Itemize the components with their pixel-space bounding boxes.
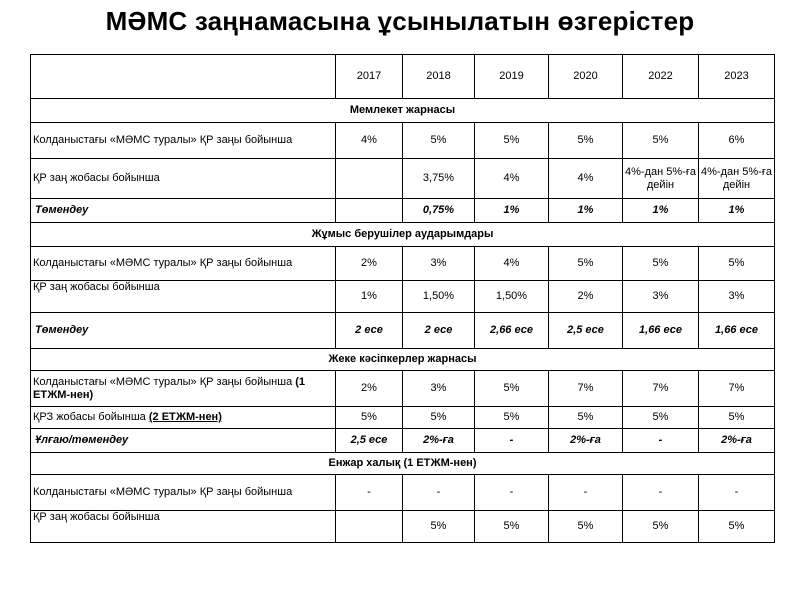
table-cell: 1% (699, 199, 775, 223)
row-label: Төмендеу (31, 313, 336, 349)
table-cell: 5% (623, 511, 699, 543)
row-label: ҚР заң жобасы бойынша (31, 511, 336, 543)
header-row (31, 55, 775, 99)
table-row (31, 247, 775, 281)
row-label: Колданыстағы «МӘМС туралы» ҚР заңы бойынша (31, 247, 336, 281)
row-label: Төмендеу (31, 199, 336, 223)
row-label: Колданыстағы «МӘМС туралы» ҚР заңы бойынша (31, 475, 336, 511)
section-header (31, 349, 775, 371)
table-cell: 7% (623, 371, 699, 407)
table-cell: 2% (336, 247, 403, 281)
table-cell: 5% (623, 407, 699, 429)
table-cell: 4% (475, 159, 549, 199)
table-cell: 2% (336, 371, 403, 407)
year-header: 2018 (403, 55, 475, 99)
year-header: 2019 (475, 55, 549, 99)
table-cell: 5% (475, 407, 549, 429)
row-label (31, 407, 336, 429)
page-title: МӘМС заңнамасына ұсынылатын өзгерістер (105, 6, 695, 36)
table-cell: 3% (699, 281, 775, 313)
table-cell: 5% (549, 247, 623, 281)
table-cell: - (475, 429, 549, 453)
table-cell: - (336, 475, 403, 511)
section-header (31, 453, 775, 475)
table-cell: - (623, 429, 699, 453)
row-label-basis: (2 ЕТЖМ-нен) (148, 411, 222, 423)
table-row (31, 159, 775, 199)
table-cell: 7% (549, 371, 623, 407)
table-cell: 5% (549, 407, 623, 429)
table-cell (336, 199, 403, 223)
table-cell: - (699, 475, 775, 511)
table-cell: 5% (549, 123, 623, 159)
table-cell: - (623, 475, 699, 511)
table-cell: 3,75% (403, 159, 475, 199)
table-cell (336, 511, 403, 543)
table-cell: 3% (623, 281, 699, 313)
table-cell: 0,75% (403, 199, 475, 223)
table-cell: 4%-дан 5%-ға дейін (699, 159, 775, 199)
table-row (31, 313, 775, 349)
table-row (31, 429, 775, 453)
table-cell: - (403, 475, 475, 511)
table-cell (336, 159, 403, 199)
table-cell: 1% (475, 199, 549, 223)
year-header: 2017 (336, 55, 403, 99)
table-cell: 6% (699, 123, 775, 159)
section-title: Жұмыс берушілер аударымдары (31, 223, 775, 247)
table-cell: 5% (699, 511, 775, 543)
table-cell: 1% (549, 199, 623, 223)
table-cell: 5% (475, 371, 549, 407)
table-row (31, 371, 775, 407)
table-row (31, 199, 775, 223)
header-empty-cell (31, 55, 336, 99)
table-cell: 5% (336, 407, 403, 429)
row-label-basis: (1 ЕТЖМ-нен) (33, 375, 306, 401)
table-row (31, 123, 775, 159)
changes-table (30, 54, 775, 543)
table-cell: 5% (403, 407, 475, 429)
row-label-text: Колданыстағы «МӘМС туралы» ҚР заңы бойынша (33, 375, 296, 388)
table-cell: 2 есе (336, 313, 403, 349)
table-cell: 5% (699, 247, 775, 281)
table-cell: 1,50% (403, 281, 475, 313)
table-row (31, 511, 775, 543)
table-cell: 2%-ға (403, 429, 475, 453)
table-cell: - (475, 475, 549, 511)
year-header: 2020 (549, 55, 623, 99)
table-cell: 2 есе (403, 313, 475, 349)
row-label: Ұлғаю/төмендеу (31, 429, 336, 453)
table-cell: 4%-дан 5%-ға дейін (623, 159, 699, 199)
table-cell: 5% (623, 247, 699, 281)
table-row (31, 475, 775, 511)
table-cell: 5% (475, 123, 549, 159)
table-cell: 5% (699, 407, 775, 429)
section-header (31, 223, 775, 247)
table-cell: 5% (475, 511, 549, 543)
table-cell: 5% (403, 511, 475, 543)
table-cell: 4% (475, 247, 549, 281)
table-cell: 5% (623, 123, 699, 159)
table-cell: 2%-ға (699, 429, 775, 453)
table-cell: 5% (549, 511, 623, 543)
year-header: 2022 (623, 55, 699, 99)
year-header: 2023 (699, 55, 775, 99)
table-cell: 7% (699, 371, 775, 407)
table-cell: 1% (623, 199, 699, 223)
table-cell: 2% (549, 281, 623, 313)
section-title: Енжар халық (1 ЕТЖМ-нен) (31, 453, 775, 475)
row-label-text: ҚРЗ жобасы бойынша (33, 411, 149, 423)
table-cell: 3% (403, 247, 475, 281)
section-title: Жеке кәсіпкерлер жарнасы (31, 349, 775, 371)
row-label (31, 371, 336, 407)
table-cell: 2,5 есе (549, 313, 623, 349)
table-cell: 4% (549, 159, 623, 199)
row-label: Колданыстағы «МӘМС туралы» ҚР заңы бойынша (31, 123, 336, 159)
table-row (31, 407, 775, 429)
table-cell: 1,66 есе (623, 313, 699, 349)
table-cell: 1,50% (475, 281, 549, 313)
table-cell: 1,66 есе (699, 313, 775, 349)
table-cell: 1% (336, 281, 403, 313)
section-title: Мемлекет жарнасы (31, 99, 775, 123)
table-cell: 2,5 есе (336, 429, 403, 453)
table-cell: 2%-ға (549, 429, 623, 453)
table-cell: 5% (403, 123, 475, 159)
table-cell: 2,66 есе (475, 313, 549, 349)
table-row (31, 281, 775, 313)
row-label: ҚР заң жобасы бойынша (31, 159, 336, 199)
table-cell: 3% (403, 371, 475, 407)
table-cell: 4% (336, 123, 403, 159)
row-label: ҚР заң жобасы бойынша (31, 281, 336, 313)
section-header (31, 99, 775, 123)
table-cell: - (549, 475, 623, 511)
